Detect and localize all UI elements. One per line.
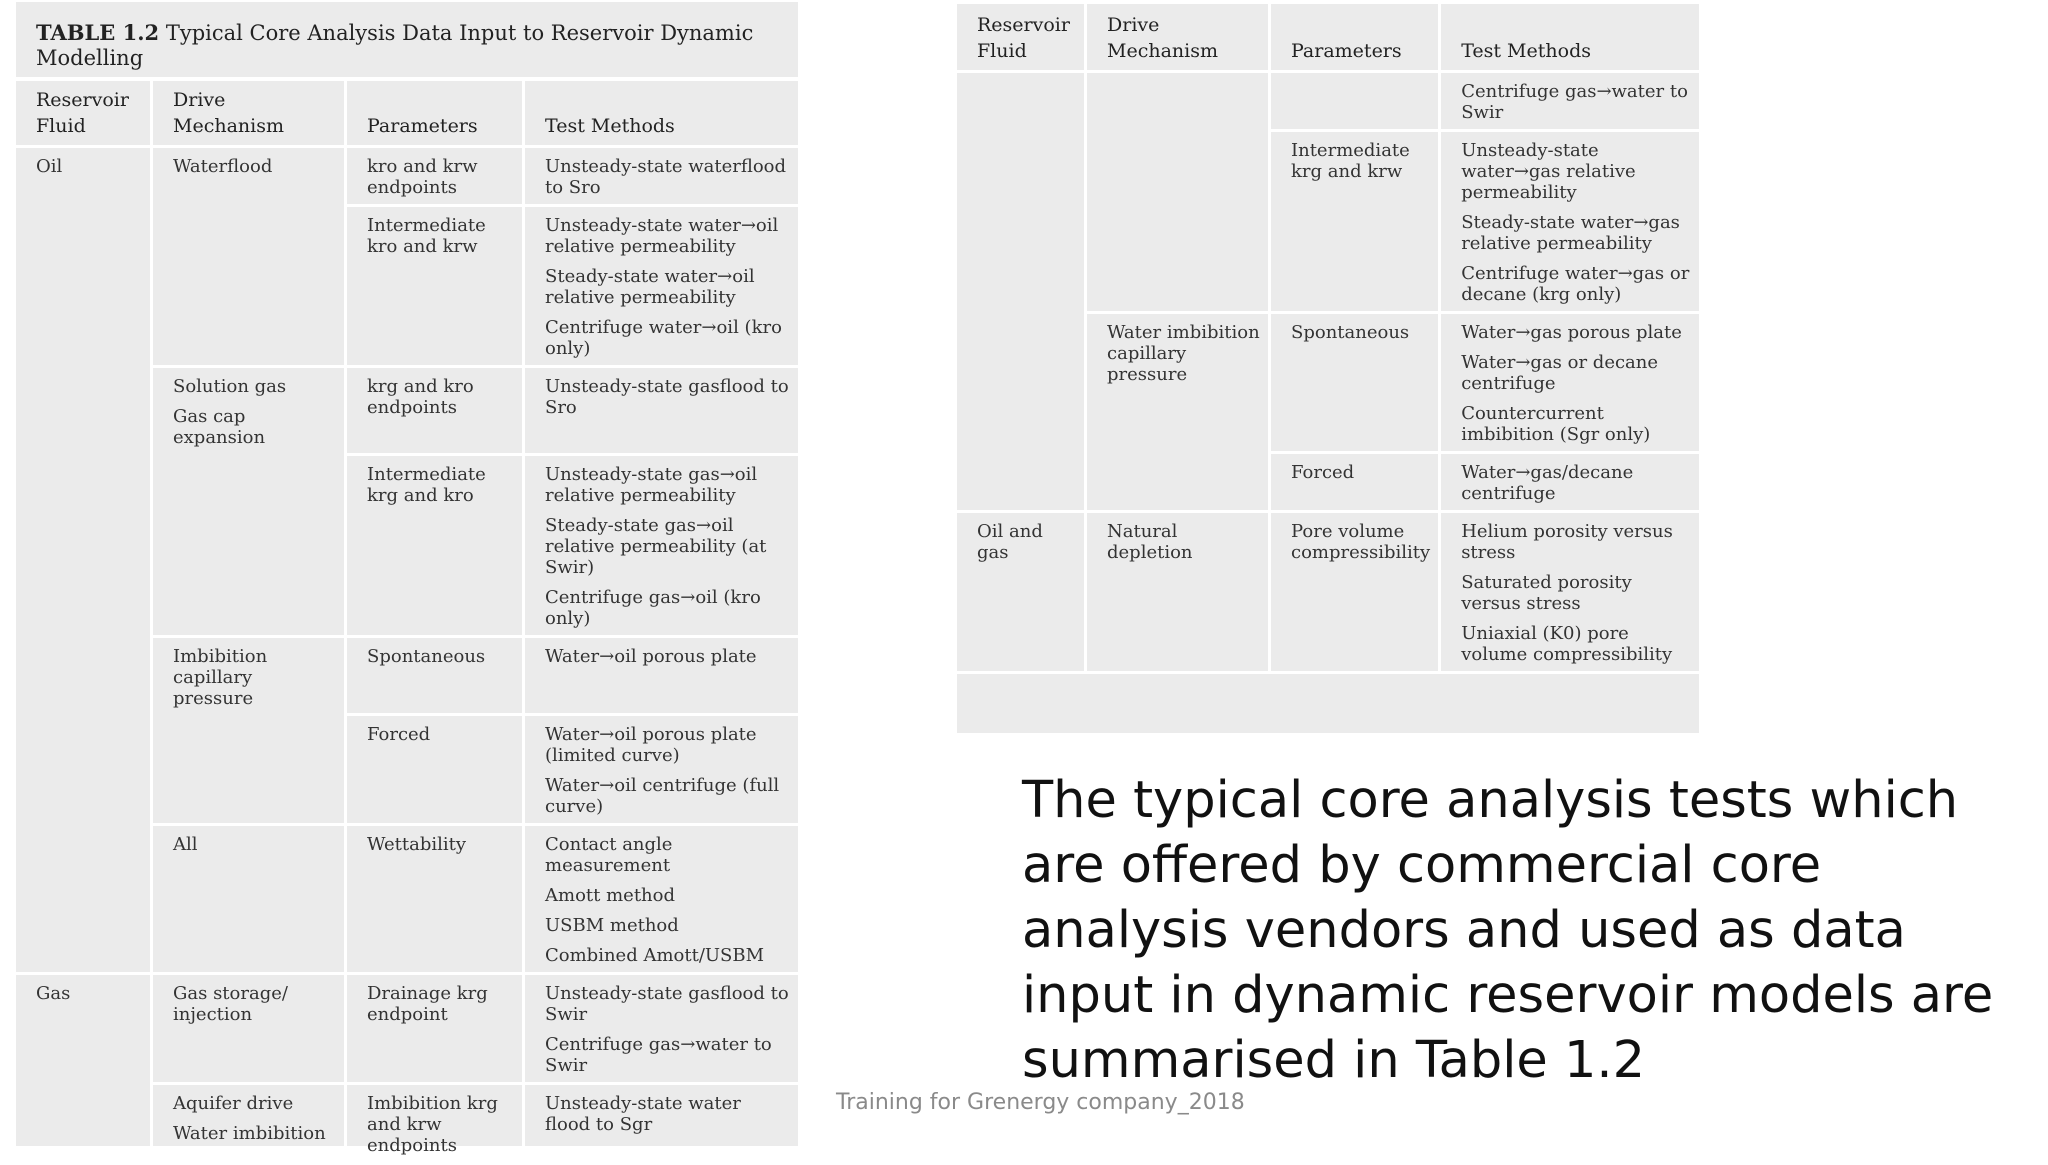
table-header-row <box>957 2 1699 72</box>
header-parameters: Parameters <box>1270 2 1440 72</box>
parameter-text: Intermediate krg and krw <box>1291 140 1410 182</box>
parameter-cell <box>346 367 524 455</box>
test-method-item: Combined Amott/USBM <box>545 945 765 966</box>
test-method-item: Water→oil porous plate <box>545 645 757 667</box>
parameter-text: Intermediate krg and kro <box>367 463 486 506</box>
fluid-text: Oil and gas <box>977 521 1043 563</box>
fluid-cell <box>957 512 1086 673</box>
test-method-item: Steady-state water→gas relative permeability <box>1461 212 1680 254</box>
test-methods-cell <box>524 974 799 1084</box>
header-reservoir-fluid: Reservoir Fluid <box>36 89 129 137</box>
table-row <box>957 131 1699 313</box>
table-row <box>957 512 1699 673</box>
drive-cell <box>152 974 346 1084</box>
fluid-cell <box>16 367 152 455</box>
table-row <box>16 206 798 367</box>
header-reservoir-fluid: Reservoir Fluid <box>977 14 1070 62</box>
fluid-cell <box>16 825 152 974</box>
test-method-item: Contact angle measurement <box>545 834 673 876</box>
drive-text: Gas storage/ injection <box>173 983 288 1025</box>
drive-text: Solution gas <box>173 376 287 397</box>
test-method-item: Unsteady-state gas→oil relative permeability <box>545 463 758 506</box>
table-row <box>16 715 798 825</box>
table-row <box>16 367 798 455</box>
parameter-text: Imbibition krg and krw endpoints <box>367 1093 498 1156</box>
parameter-text: kro and krw endpoints <box>367 156 478 198</box>
parameter-text: Wettability <box>367 834 467 855</box>
drive-text: Aquifer drive <box>173 1093 294 1114</box>
parameter-text: Spontaneous <box>367 645 486 667</box>
table-row <box>16 636 798 715</box>
test-methods-cell <box>1440 313 1699 453</box>
header-drive-mechanism: Drive Mechanism <box>1086 2 1270 72</box>
drive-cell <box>1086 131 1270 313</box>
table-page-right <box>957 0 1699 733</box>
parameter-cell <box>346 206 524 367</box>
drive-cell <box>152 367 346 455</box>
table-row <box>957 453 1699 512</box>
parameter-cell <box>346 454 524 636</box>
parameter-cell <box>1270 453 1440 512</box>
fluid-cell <box>16 974 152 1084</box>
test-method-item: Saturated porosity versus stress <box>1461 572 1632 614</box>
drive-text: Water imbibition capillary pressure <box>1107 322 1260 385</box>
test-method-item: Unsteady-state gasflood to Swir <box>545 983 789 1025</box>
fluid-cell <box>16 147 152 206</box>
test-methods-cell <box>524 367 799 455</box>
parameter-text: Pore volume compressibility <box>1291 521 1431 563</box>
table-row <box>957 313 1699 453</box>
fluid-cell <box>16 715 152 825</box>
parameter-cell <box>1270 72 1440 131</box>
drive-cell <box>1086 453 1270 512</box>
fluid-text: Oil <box>36 156 63 177</box>
test-methods-cell <box>1440 72 1699 131</box>
parameter-cell <box>346 636 524 715</box>
fluid-text: Gas <box>36 983 71 1004</box>
fluid-cell <box>16 206 152 367</box>
drive-text: Imbibition capillary pressure <box>173 645 268 709</box>
test-methods-cell <box>524 147 799 206</box>
test-methods-cell <box>524 454 799 636</box>
test-method-item: Centrifuge water→gas or decane (krg only) <box>1461 263 1690 305</box>
fluid-cell <box>16 454 152 636</box>
test-method-item: Unsteady-state gasflood to Sro <box>545 376 789 418</box>
table-row <box>16 147 798 206</box>
drive-cell <box>152 147 346 206</box>
drive-cell <box>152 715 346 825</box>
table-title <box>16 2 798 77</box>
parameter-cell <box>346 147 524 206</box>
drive-text: Waterflood <box>173 156 273 177</box>
header-drive-mechanism: Drive Mechanism <box>152 79 346 147</box>
drive-text: Water imbibition <box>173 1123 326 1144</box>
test-method-item: Unsteady-state waterflood to Sro <box>545 156 787 198</box>
core-analysis-table-left <box>16 77 798 1165</box>
slide-footer: Training for Grenergy company_2018 <box>836 1090 1245 1115</box>
drive-cell <box>1086 313 1270 453</box>
drive-cell <box>152 206 346 367</box>
header-test-methods: Test Methods <box>524 79 799 147</box>
parameter-cell <box>346 825 524 974</box>
core-analysis-table-right <box>957 0 1699 674</box>
test-method-item: Amott method <box>545 885 675 906</box>
parameter-text: Forced <box>367 724 431 745</box>
test-method-item: Water→gas porous plate <box>1461 322 1682 343</box>
table-row <box>16 974 798 1084</box>
test-methods-cell <box>1440 512 1699 673</box>
test-method-item: Unsteady-state water flood to Sgr <box>545 1093 741 1135</box>
parameter-text: Spontaneous <box>1291 322 1410 343</box>
test-methods-cell <box>1440 131 1699 313</box>
test-method-item: Countercurrent imbibition (Sgr only) <box>1461 403 1651 445</box>
header-parameters: Parameters <box>346 79 524 147</box>
table-number: TABLE 1.2 <box>36 20 160 45</box>
table-page-left <box>16 2 798 1156</box>
drive-text: All <box>173 834 198 855</box>
test-methods-cell <box>1440 453 1699 512</box>
parameter-text: Forced <box>1291 462 1355 483</box>
test-method-item: Water→gas/decane centrifuge <box>1461 462 1634 504</box>
drive-text: Gas cap expansion <box>173 406 266 448</box>
drive-cell <box>1086 512 1270 673</box>
fluid-cell <box>957 131 1086 313</box>
drive-cell <box>152 636 346 715</box>
table-row <box>16 825 798 974</box>
drive-cell <box>1086 72 1270 131</box>
test-method-item: Water→oil centrifuge (full curve) <box>545 775 780 817</box>
parameter-text: krg and kro endpoints <box>367 376 474 418</box>
fluid-cell <box>957 72 1086 131</box>
parameter-cell <box>1270 313 1440 453</box>
test-method-item: Helium porosity versus stress <box>1461 521 1673 563</box>
test-methods-cell <box>524 715 799 825</box>
table-header-row <box>16 79 798 147</box>
test-method-item: Water→oil porous plate (limited curve) <box>545 724 757 766</box>
test-method-item: Centrifuge gas→water to Swir <box>545 1034 772 1076</box>
slide-caption: The typical core analysis tests which are offered by commercial core analysis vendors and used as data input in dynamic reservoir models are summarised in Table 1.2 <box>1022 771 1994 1090</box>
test-method-item: Uniaxial (K0) pore volume compressibility <box>1461 623 1673 665</box>
test-method-item: Steady-state water→oil relative permeability <box>545 266 755 308</box>
parameter-text: Intermediate kro and krw <box>367 215 486 257</box>
test-method-item: Centrifuge gas→oil (kro only) <box>545 586 761 629</box>
test-method-item: USBM method <box>545 915 679 936</box>
test-methods-cell <box>524 636 799 715</box>
table-row <box>957 72 1699 131</box>
table-row <box>16 454 798 636</box>
test-method-item: Water→gas or decane centrifuge <box>1461 352 1659 394</box>
parameter-cell <box>1270 131 1440 313</box>
parameter-cell <box>1270 512 1440 673</box>
header-test-methods: Test Methods <box>1440 2 1699 72</box>
test-methods-cell <box>524 825 799 974</box>
test-method-item: Unsteady-state water→oil relative permeability <box>545 215 779 257</box>
table-title-text: Typical Core Analysis Data Input to Reservoir Dynamic Modelling <box>36 21 754 70</box>
parameter-cell <box>346 974 524 1084</box>
parameter-cell <box>346 715 524 825</box>
drive-text: Natural depletion <box>1107 521 1193 563</box>
test-method-item: Unsteady-state water→gas relative permeability <box>1461 140 1636 203</box>
parameter-text: Drainage krg endpoint <box>367 983 488 1025</box>
drive-cell <box>152 825 346 974</box>
drive-cell <box>152 454 346 636</box>
fluid-cell <box>957 453 1086 512</box>
test-method-item: Centrifuge water→oil (kro only) <box>545 317 782 359</box>
test-method-item: Steady-state gas→oil relative permeability (at Swir) <box>545 514 767 578</box>
fluid-cell <box>16 636 152 715</box>
fluid-cell <box>957 313 1086 453</box>
test-method-item: Centrifuge gas→water to Swir <box>1461 81 1688 123</box>
test-methods-cell <box>524 206 799 367</box>
